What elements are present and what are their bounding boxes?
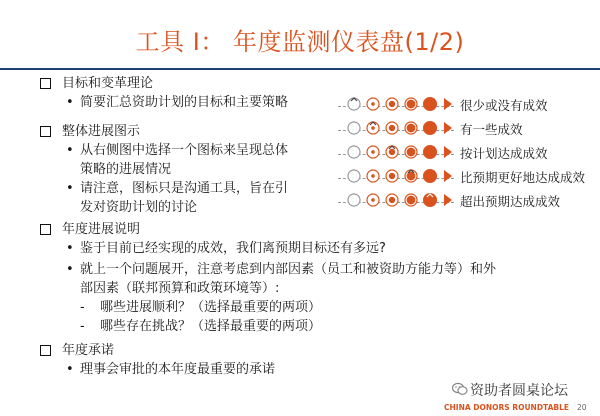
wechat-icon — [452, 382, 468, 396]
progress-circle-selected-icon — [405, 170, 417, 182]
bullet-item: • 就上一个问题展开，注意考虑到内部因素（员工和被资助方能力等）和外 — [66, 262, 497, 277]
progress-circle-icon — [348, 122, 360, 134]
legend-label: 很少或没有成效 — [460, 98, 548, 113]
legend-label: 有一些成效 — [460, 122, 523, 137]
progress-circle-icon — [367, 170, 379, 182]
bullet-item: • 请注意，图标只是沟通工具，旨在引 — [66, 181, 289, 196]
sub-item: - 哪些存在挑战？（选择最重要的两项） — [80, 319, 322, 334]
checkbox-square-icon — [40, 126, 51, 137]
bullet-item: • 简要汇总资助计划的目标和主要策略 — [66, 95, 289, 110]
progress-circle-icon — [405, 194, 417, 206]
progress-circle-icon — [424, 146, 437, 159]
progress-circle-icon — [348, 170, 360, 182]
logo-text: 资助者圆桌论坛 — [470, 383, 568, 399]
arrow-right-icon — [444, 170, 452, 182]
progress-circle-icon — [348, 194, 360, 206]
progress-circles — [346, 120, 446, 136]
progress-circle-icon — [405, 98, 417, 110]
section-heading-progress-icon: 整体进展图示 — [62, 124, 140, 140]
progress-circle-selected-icon — [386, 146, 398, 158]
progress-circle-icon — [386, 122, 398, 134]
progress-circle-selected-icon — [348, 98, 360, 110]
legend-label: 比预期更好地达成成效 — [460, 170, 586, 185]
section-heading-annual-notes: 年度进展说明 — [62, 222, 140, 238]
progress-circles — [346, 168, 446, 184]
arrow-right-icon — [444, 146, 452, 158]
progress-circles — [346, 144, 446, 160]
bullet-continuation: 发对资助计划的讨论 — [80, 200, 198, 215]
progress-circle-icon — [367, 194, 379, 206]
progress-circles — [346, 192, 446, 208]
checkbox-square-icon — [40, 345, 51, 356]
page-number: 20 — [577, 403, 587, 412]
progress-circle-icon — [386, 98, 398, 110]
arrow-right-icon — [444, 122, 452, 134]
arrow-right-icon — [444, 98, 452, 110]
progress-circle-icon — [405, 146, 417, 158]
arrow-right-icon — [444, 194, 452, 206]
bullet-item: • 理事会审批的本年度最重要的承诺 — [66, 362, 276, 377]
progress-circle-icon — [386, 170, 398, 182]
footer — [444, 403, 587, 412]
progress-circles — [346, 96, 446, 112]
progress-circle-icon — [348, 146, 360, 158]
legend-label: 按计划达成成效 — [460, 146, 548, 161]
sub-item: - 哪些进展顺利？（选择最重要的两项） — [80, 300, 322, 315]
progress-circle-selected-icon — [424, 194, 437, 207]
progress-circle-selected-icon — [367, 122, 379, 134]
progress-circle-icon — [367, 146, 379, 158]
checkbox-square-icon — [40, 78, 51, 89]
bullet-item: • 鉴于目前已经实现的成效，我们离预期目标还有多远? — [66, 241, 386, 256]
progress-circle-icon — [405, 122, 417, 134]
bullet-continuation: 策略的进展情况 — [80, 162, 172, 177]
progress-circle-icon — [424, 170, 437, 183]
progress-circle-icon — [386, 194, 398, 206]
legend-label: 超出预期达成成效 — [460, 194, 561, 209]
progress-circle-icon — [367, 98, 379, 110]
bullet-continuation: 部因素（联邦预算和政策环境等）: — [80, 281, 280, 296]
section-heading-commitments: 年度承诺 — [62, 343, 114, 359]
progress-circle-icon — [424, 122, 437, 135]
progress-circle-icon — [424, 98, 437, 111]
bullet-item: • 从右侧图中选择一个图标来呈现总体 — [66, 143, 289, 158]
page-title: 工具 I： 年度监测仪表盘(1/2) — [135, 28, 465, 56]
checkbox-square-icon — [40, 224, 51, 235]
section-heading-goals: 目标和变革理论 — [62, 76, 153, 92]
footer-org: CHINA DONORS ROUNDTABLE — [444, 403, 570, 412]
